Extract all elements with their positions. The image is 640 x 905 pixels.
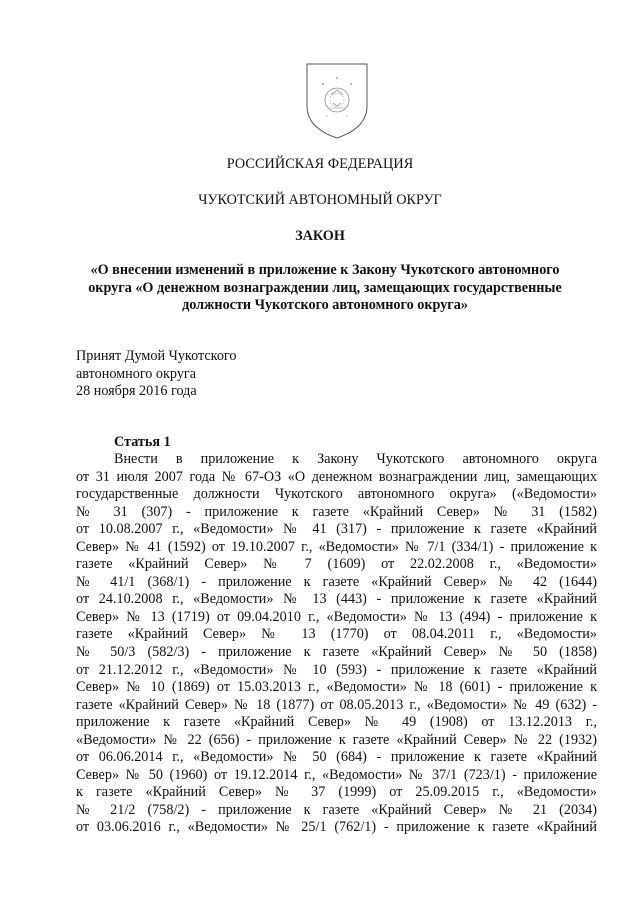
law-title-line: должности Чукотского автономного округа» xyxy=(182,297,468,313)
emblem-coat-of-arms-icon xyxy=(303,62,371,140)
paragraph-line: государственные должности Чукотского автономного округа» («Ведомости» xyxy=(76,486,597,503)
article-heading: Статья 1 xyxy=(114,434,171,450)
paragraph-line: Север» № 10 (1869) от 15.03.2013 г., «Ведомости» № 18 (601) - приложение к xyxy=(76,679,597,696)
adoption-line: автономного округа xyxy=(76,365,197,382)
paragraph-line: № 41/1 (368/1) - приложение к газете «Крайний Север» № 42 (1644) xyxy=(76,573,597,590)
paragraph-line: «Ведомости» № 22 (656) - приложение к газете «Крайний Север» № 22 (1932) xyxy=(76,731,597,748)
law-title-line: «О внесении изменений в приложение к Закону Чукотского автономного xyxy=(90,262,560,278)
paragraph-line: № 31 (307) - приложение к газете «Крайний Север» № 31 (1582) xyxy=(76,503,597,520)
region-heading: ЧУКОТСКИЙ АВТОНОМНЫЙ ОКРУГ xyxy=(198,192,442,208)
paragraph-line: от 21.12.2012 г., «Ведомости» № 10 (593) - приложение к газете «Крайний xyxy=(76,661,597,678)
paragraph-line: от 10.08.2007 г., «Ведомости» № 41 (317) - приложение к газете «Крайний xyxy=(76,521,597,538)
law-title xyxy=(60,262,590,315)
paragraph-line: Север» № 13 (1719) от 09.04.2010 г., «Ведомости» № 13 (494) - приложение к xyxy=(76,608,597,625)
document-type-heading: ЗАКОН xyxy=(295,228,345,244)
paragraph-line: № 21/2 (758/2) - приложение к газете «Крайний Север» № 21 (2034) xyxy=(76,801,597,818)
law-title-line: округа «О денежном вознаграждении лиц, замещающих государственные xyxy=(88,279,562,296)
paragraph-line: № 50/3 (582/3) - приложение к газете «Крайний Север» № 50 (1858) xyxy=(76,644,597,661)
adoption-info xyxy=(76,348,236,401)
article-body xyxy=(76,451,597,837)
country-heading: РОССИЙСКАЯ ФЕДЕРАЦИЯ xyxy=(226,156,414,172)
paragraph-line: газете «Крайний Север» № 18 (1877) от 08.05.2013 г., «Ведомости» № 49 (632) - xyxy=(76,696,597,713)
adoption-date: 28 ноября 2016 года xyxy=(76,383,197,399)
paragraph-line: от 24.10.2008 г., «Ведомости» № 13 (443) - приложение к газете «Крайний xyxy=(76,591,597,608)
paragraph-line: Внести в приложение к Закону Чукотского автономного округа xyxy=(114,451,597,467)
paragraph-line: от 31 июля 2007 года № 67-ОЗ «О денежном вознаграждении лиц, замещающих xyxy=(76,468,597,485)
paragraph-line: Север» № 50 (1960) от 19.12.2014 г., «Ведомости» № 37/1 (723/1) - приложение xyxy=(76,766,597,783)
paragraph-line: от 03.06.2016 г., «Ведомости» № 25/1 (762/1) - приложение к газете «Крайний xyxy=(76,819,597,836)
paragraph-line: от 06.06.2014 г., «Ведомости» № 50 (684) - приложение к газете «Крайний xyxy=(76,749,597,766)
paragraph-line: газете «Крайний Север» № 7 (1609) от 22.02.2008 г., «Ведомости» xyxy=(76,556,597,573)
paragraph-line: к газете «Крайний Север» № 37 (1999) от 25.09.2015 г., «Ведомости» xyxy=(76,784,597,801)
paragraph-line: Север» № 41 (1592) от 19.10.2007 г., «Ведомости» № 7/1 (334/1) - приложение к xyxy=(76,538,597,555)
paragraph-line: газете «Крайний Север» № 13 (1770) от 08.04.2011 г., «Ведомости» xyxy=(76,626,597,643)
paragraph-line: приложение к газете «Крайний Север» № 49 (1908) от 13.12.2013 г., xyxy=(76,714,597,731)
adoption-line: Принят Думой Чукотского xyxy=(76,348,237,364)
